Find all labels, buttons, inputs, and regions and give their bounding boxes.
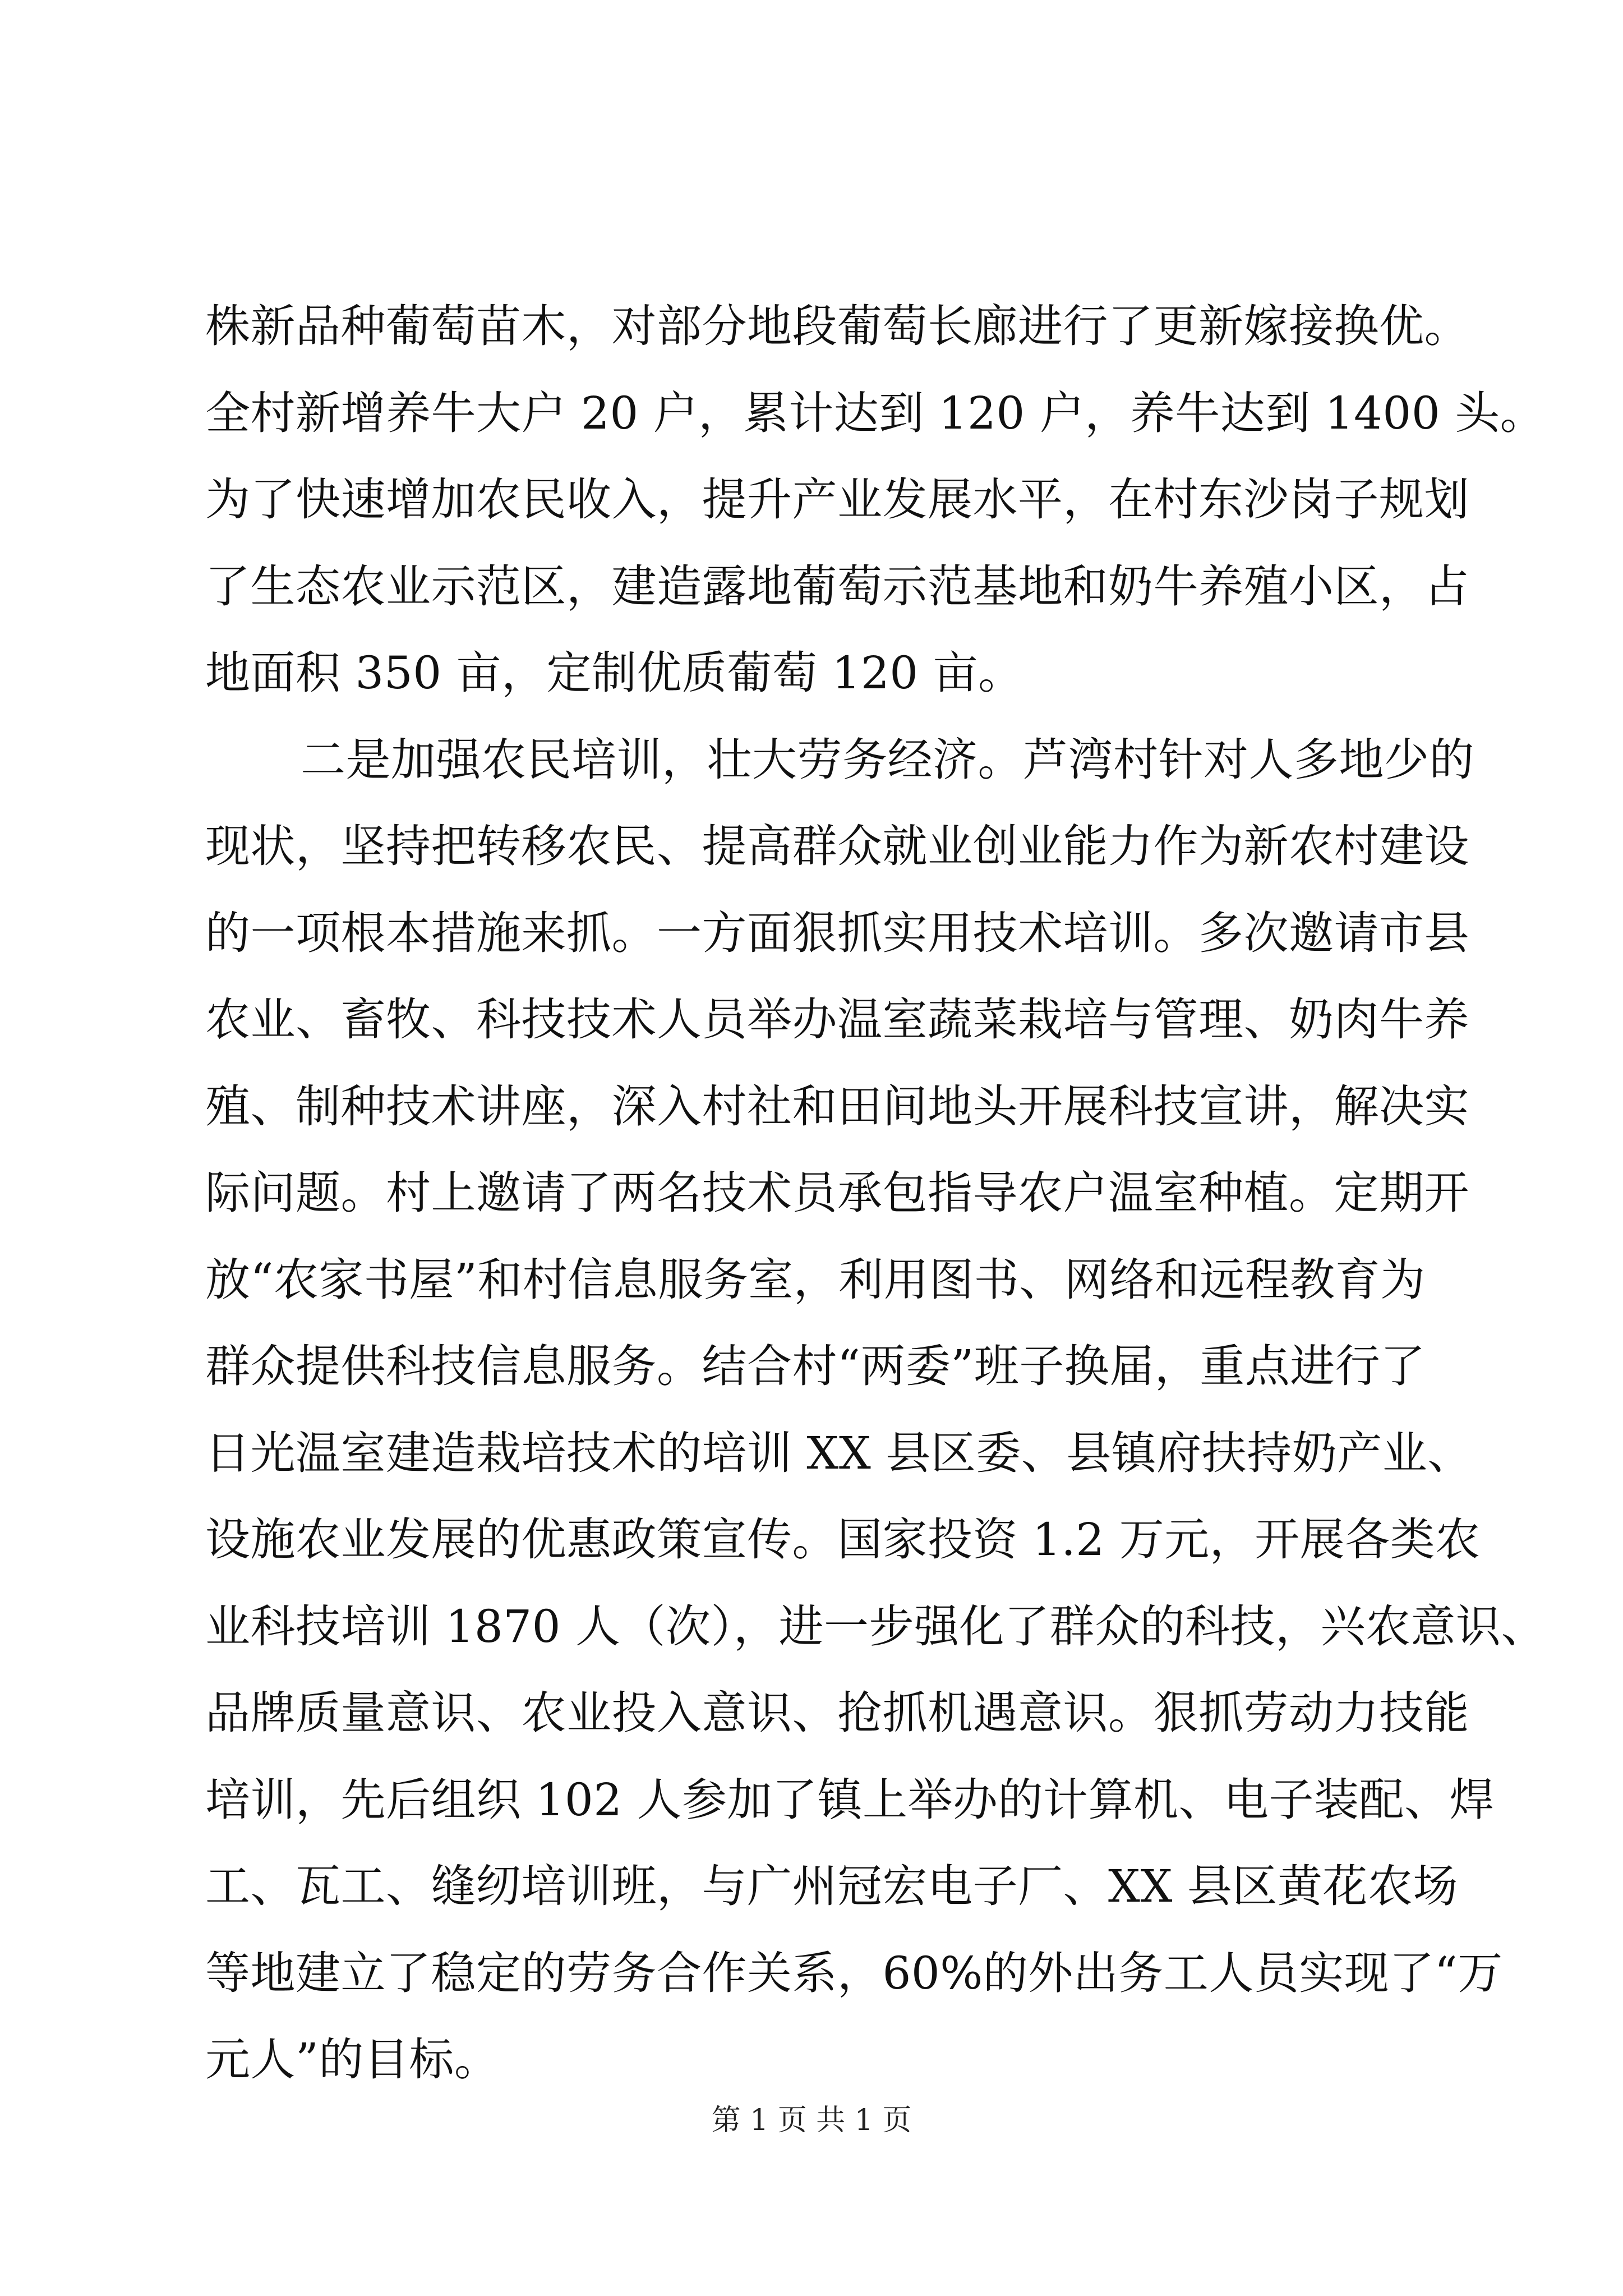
text-line: 了生态农业示范区，建造露地葡萄示范基地和奶牛养殖小区，占: [205, 560, 1469, 613]
text-line: 等地建立了稳定的劳务合作关系，60%的外出务工人员实现了“万: [205, 1947, 1503, 1999]
text-line: 全村新增养牛大户 20 户，累计达到 120 户，养牛达到 1400 头。: [205, 386, 1546, 439]
text-line: 元人”的目标。: [205, 2033, 500, 2086]
text-line: 殖、制种技术讲座，深入村社和田间地头开展科技宣讲，解决实: [205, 1080, 1469, 1133]
text-line: 设施农业发展的优惠政策宣传。国家投资 1.2 万元，开展各类农: [205, 1513, 1481, 1566]
text-line: 放“农家书屋”和村信息服务室，利用图书、网络和远程教育为: [205, 1253, 1426, 1306]
text-line: 品牌质量意识、农业投入意识、抢抓机遇意识。狠抓劳动力技能: [205, 1687, 1469, 1739]
text-line: 株新品种葡萄苗木，对部分地段葡萄长廊进行了更新嫁接换优。: [205, 300, 1469, 352]
text-line: 工、瓦工、缝纫培训班，与广州冠宏电子厂、XX 县区黄花农场: [205, 1860, 1458, 1912]
text-line: 为了快速增加农民收入，提升产业发展水平，在村东沙岗子规划: [205, 473, 1469, 526]
text-line: 群众提供科技信息服务。结合村“两委”班子换届，重点进行了: [205, 1340, 1426, 1392]
text-line: 日光温室建造栽培技术的培训 XX 县区委、县镇府扶持奶产业、: [205, 1427, 1473, 1479]
text-line: 现状，坚持把转移农民、提高群众就业创业能力作为新农村建设: [205, 820, 1469, 872]
text-line: 地面积 350 亩，定制优质葡萄 120 亩。: [205, 647, 1023, 699]
document-body: [205, 283, 1546, 2104]
text-line: 的一项根本措施来抓。一方面狠抓实用技术培训。多次邀请市县: [205, 907, 1469, 959]
text-line: 际问题。村上邀请了两名技术员承包指导农户温室种植。定期开: [205, 1167, 1469, 1219]
page-number-footer: 第 1 页 共 1 页: [711, 2104, 912, 2137]
paragraph-first-line: 二是加强农民培训，壮大劳务经济。芦湾村针对人多地少的: [301, 733, 1474, 786]
text-line: 农业、畜牧、科技技术人员举办温室蔬菜栽培与管理、奶肉牛养: [205, 993, 1469, 1046]
text-line: 培训，先后组织 102 人参加了镇上举办的计算机、电子装配、焊: [205, 1773, 1495, 1826]
text-line: 业科技培训 1870 人（次），进一步强化了群众的科技，兴农意识、: [205, 1600, 1546, 1653]
